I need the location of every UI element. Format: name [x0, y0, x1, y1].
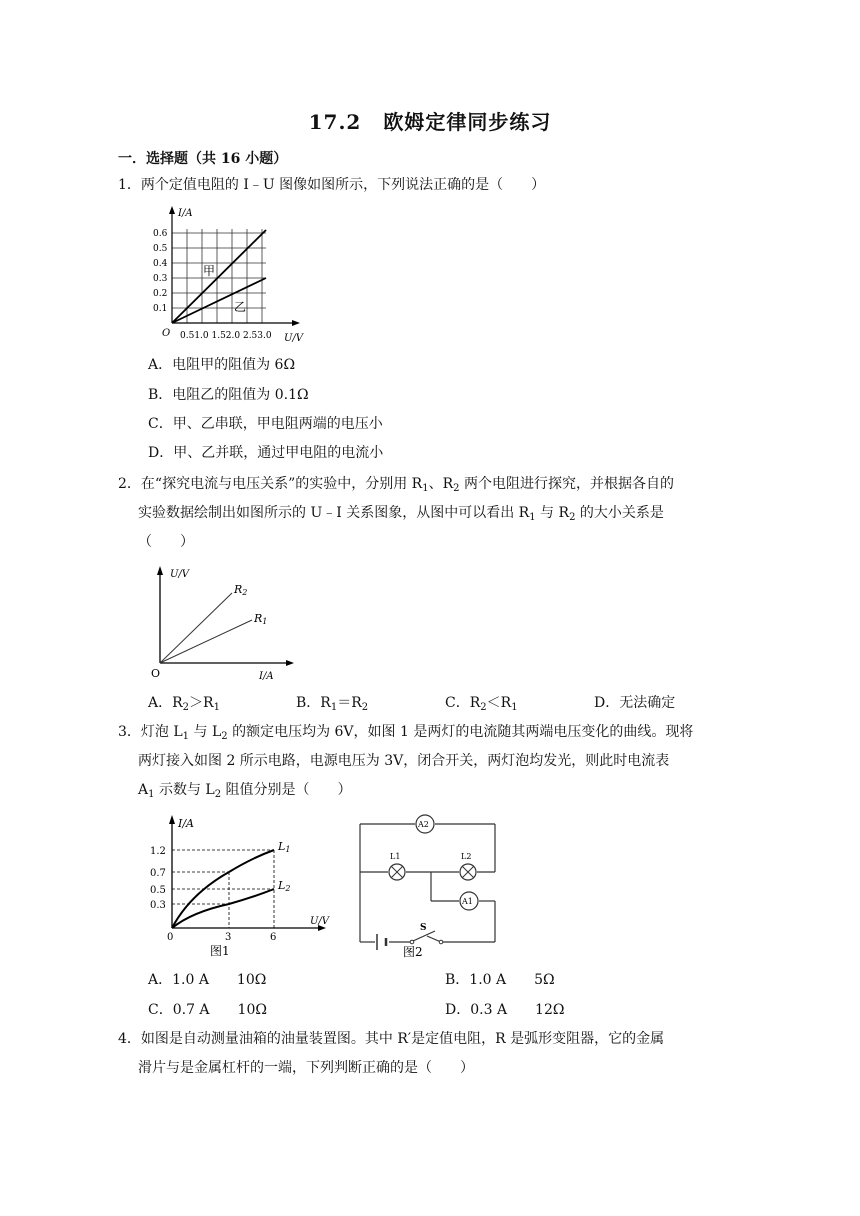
- origin-label: O: [162, 328, 171, 339]
- x-axis-label: I/A: [259, 671, 274, 682]
- x-tick: 6: [270, 932, 277, 943]
- x-tick: 0: [167, 932, 174, 943]
- y-tick: 0.4: [153, 259, 168, 269]
- x-axis-label: U/V: [310, 916, 330, 927]
- svg-text:L2: L2: [461, 852, 472, 861]
- label-jia: 甲: [203, 264, 216, 278]
- y-tick: 0.5: [153, 244, 168, 254]
- q1-iu-graph: [150, 202, 310, 344]
- svg-text:R1: R1: [254, 612, 268, 626]
- q1-option-c[interactable]: C．甲、乙串联，甲电阻两端的电压小: [148, 416, 383, 432]
- curve-l2: [172, 889, 274, 928]
- y-tick: 0.6: [153, 229, 168, 239]
- svg-text:L2: L2: [278, 879, 291, 893]
- line-yi: [172, 278, 266, 323]
- x-tick: 3: [225, 932, 232, 943]
- q2-ui-graph: [150, 563, 300, 685]
- q3-figure-2-circuit: [355, 812, 505, 962]
- title-text: 欧姆定律同步练习: [383, 110, 552, 134]
- question-text: 两个定值电阻的 I﹣U 图像如图所示，下列说法正确的是（ ）: [140, 177, 546, 193]
- q2-option-a[interactable]: A．$R_2>R_1$: [148, 695, 220, 713]
- figure-caption: 图2: [403, 945, 423, 959]
- svg-text:L1: L1: [390, 852, 401, 861]
- y-tick: 0.2: [153, 289, 168, 299]
- q3-figure-1: [150, 812, 330, 960]
- ammeter-a2: [416, 815, 434, 833]
- section-heading: 一．选择题（共 16 小题）: [118, 151, 288, 167]
- y-tick: 0.5: [150, 885, 166, 896]
- label-yi: 乙: [234, 300, 247, 314]
- q2-option-d[interactable]: D．无法确定: [594, 695, 676, 711]
- svg-text:A2: A2: [418, 820, 429, 829]
- q4-line-1: 4．如图是自动测量油箱的油量装置图。其中 R′是定值电阻，R 是弧形变阻器，它的金属: [118, 1031, 665, 1047]
- title-number: 17.2: [308, 110, 362, 134]
- q2-line-1: 2．在“探究电流与电压关系”的实验中，分别用 $R_1$、$R_2$ 两个电阻进行探究，并根据各自的: [118, 476, 674, 494]
- ammeter-a1: [460, 892, 478, 910]
- x-axis-label: U/V: [284, 333, 304, 344]
- q2-line-2: 实验数据绘制出如图所示的 U﹣I 关系图象，从图中可以看出 $R_1$ 与 $R_2$ 的大小关系是: [138, 505, 664, 523]
- y-tick: 0.1: [153, 304, 168, 314]
- svg-text:S: S: [420, 923, 427, 933]
- y-tick: 1.2: [150, 846, 166, 857]
- q1-option-d[interactable]: D．甲、乙并联，通过甲电阻的电流小: [148, 445, 384, 461]
- q3-option-d[interactable]: D．0.3 A 12Ω: [445, 1002, 565, 1018]
- q1-option-b[interactable]: B．电阻乙的阻值为 0.1Ω: [148, 387, 309, 403]
- q3-line-3: $A_1$ 示数与 $L_2$ 阻值分别是（ ）: [138, 782, 352, 800]
- x-ticks: 0.51.0 1.52.0 2.53.0: [180, 331, 272, 341]
- line-jia: [172, 230, 266, 323]
- q3-option-c[interactable]: C．0.7 A 10Ω: [148, 1002, 267, 1018]
- y-tick: 0.3: [150, 900, 166, 911]
- svg-text:A1: A1: [462, 897, 473, 906]
- origin-label: O: [151, 667, 161, 680]
- question-4: [118, 1025, 738, 1083]
- y-tick: 0.7: [150, 868, 166, 879]
- q2-option-b[interactable]: B．$R_1=R_2$: [296, 695, 369, 713]
- question-1: [118, 171, 738, 200]
- q3-line-1: 3．灯泡 $L_1$ 与 $L_2$ 的额定电压均为 6V，如图 1 是两灯的电流随其两端电压变化的曲线。现将: [118, 724, 694, 742]
- question-2: [118, 470, 738, 557]
- line-r1: [160, 620, 252, 663]
- y-axis-label: I/A: [178, 817, 194, 830]
- q2-option-c[interactable]: C．$R_2<R_1$: [445, 695, 518, 713]
- q2-line-3: （ ）: [138, 534, 194, 550]
- q1-option-a[interactable]: A．电阻甲的阻值为 6Ω: [148, 357, 296, 373]
- question-3: [118, 718, 738, 805]
- svg-text:R2: R2: [234, 583, 248, 597]
- lamp-l2: [460, 852, 476, 880]
- figure-caption: 图1: [210, 944, 230, 958]
- q4-line-2: 滑片与是金属杠杆的一端，下列判断正确的是（ ）: [138, 1060, 474, 1076]
- y-axis-label: U/V: [170, 569, 190, 580]
- question-number: 1．: [118, 177, 141, 193]
- q3-line-2: 两灯接入如图 2 所示电路，电源电压为 3V，闭合开关，两灯泡均发光，则此时电流表: [138, 753, 670, 769]
- battery: [377, 934, 386, 950]
- page-title: [0, 106, 860, 135]
- line-r2: [160, 593, 232, 663]
- y-tick: 0.3: [153, 274, 168, 284]
- lamp-l1: [389, 852, 405, 880]
- q3-option-b[interactable]: B．1.0 A 5Ω: [445, 972, 555, 988]
- y-axis-label: I/A: [178, 208, 193, 219]
- svg-text:L1: L1: [278, 840, 291, 854]
- q3-option-a[interactable]: A．1.0 A 10Ω: [148, 972, 267, 988]
